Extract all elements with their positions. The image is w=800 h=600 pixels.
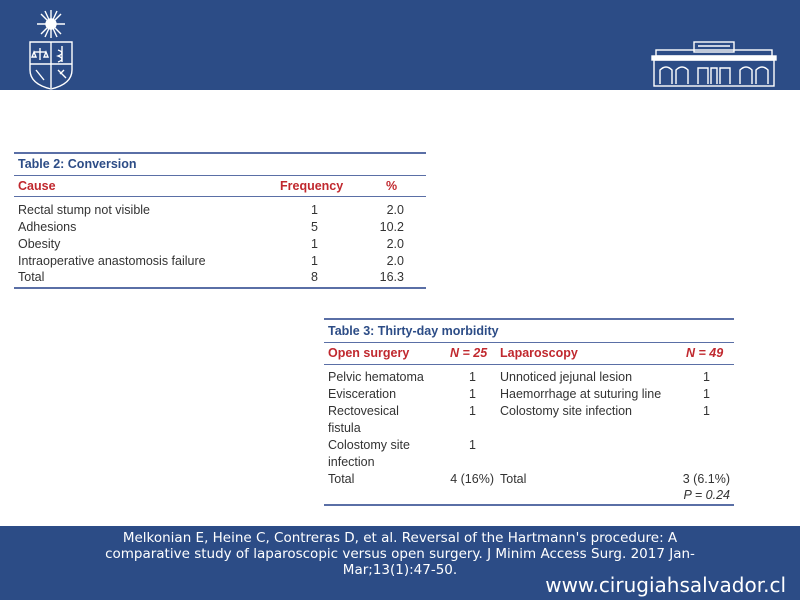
table-row-cause: Obesity bbox=[18, 237, 61, 251]
list-item-open-label-line1: Colostomy site bbox=[328, 438, 410, 452]
table-row-percent: 10.2 bbox=[379, 220, 404, 234]
table-row-percent: 2.0 bbox=[386, 254, 404, 268]
citation bbox=[80, 530, 720, 578]
table-row-frequency: 5 bbox=[311, 220, 318, 234]
table-row-cause: Adhesions bbox=[18, 220, 77, 234]
list-item-open-value: 1 bbox=[469, 370, 476, 384]
website-url: www.cirugiahsalvador.cl bbox=[545, 573, 786, 597]
list-item-open-label: Pelvic hematoma bbox=[328, 370, 424, 384]
list-item-open-label-line2: fistula bbox=[328, 421, 361, 435]
list-item-open-value: 1 bbox=[469, 404, 476, 418]
list-item-open-value: 1 bbox=[469, 438, 476, 452]
table-row-frequency: 1 bbox=[311, 203, 318, 217]
list-item-lap-value: 1 bbox=[703, 404, 710, 418]
table2-col-frequency: Frequency bbox=[280, 179, 344, 193]
citation-line-3: Mar;13(1):47-50. bbox=[342, 562, 458, 578]
table3-title: Table 3: Thirty-day morbidity bbox=[328, 324, 499, 338]
list-item-open-value: 1 bbox=[469, 387, 476, 401]
table-row-cause: Rectal stump not visible bbox=[18, 203, 151, 217]
table-row-cause: Intraoperative anastomosis failure bbox=[18, 254, 206, 268]
table2-title-rule bbox=[14, 175, 426, 176]
table-row-frequency: 1 bbox=[311, 254, 318, 268]
building-facade-icon bbox=[650, 38, 778, 88]
table-row-cause: Total bbox=[18, 270, 45, 284]
list-item-lap-total-value: 3 (6.1%) bbox=[682, 472, 730, 486]
list-item-lap-label: Unnoticed jejunal lesion bbox=[500, 370, 633, 384]
list-item-open-total-value: 4 (16%) bbox=[450, 472, 494, 486]
table3-top-rule bbox=[324, 318, 734, 320]
table3-title-rule bbox=[324, 342, 734, 343]
university-crest-icon bbox=[24, 8, 78, 90]
table2-title: Table 2: Conversion bbox=[18, 157, 137, 171]
list-item-lap-value: 1 bbox=[703, 387, 710, 401]
list-item-open-label: Evisceration bbox=[328, 387, 397, 401]
table3-col-lap: Laparoscopy bbox=[500, 346, 578, 360]
table2-header-rule bbox=[14, 196, 426, 197]
table3-col-open-n: N = 25 bbox=[450, 346, 488, 360]
list-item-open-label-line1: Rectovesical bbox=[328, 404, 399, 418]
list-item-lap-value: 1 bbox=[703, 370, 710, 384]
citation-line-1: Melkonian E, Heine C, Contreras D, et al. Reversal of the Hartmann's procedure: A bbox=[122, 530, 678, 546]
morbidity-table bbox=[320, 314, 742, 508]
table2-col-percent: % bbox=[386, 179, 398, 193]
list-item-lap-label: Haemorrhage at suturing line bbox=[500, 387, 662, 401]
conversion-table bbox=[8, 146, 432, 300]
table3-col-lap-n: N = 49 bbox=[686, 346, 724, 360]
table-row-percent: 16.3 bbox=[379, 270, 404, 284]
table3-col-open: Open surgery bbox=[328, 346, 410, 360]
list-item-open-total-label: Total bbox=[328, 472, 355, 486]
table-row-frequency: 8 bbox=[311, 270, 318, 284]
table3-bottom-rule bbox=[324, 504, 734, 506]
list-item-lap-total-label: Total bbox=[500, 472, 527, 486]
table-row-percent: 2.0 bbox=[386, 203, 404, 217]
table-row-percent: 2.0 bbox=[386, 237, 404, 251]
p-value: P = 0.24 bbox=[683, 488, 730, 502]
citation-line-2: comparative study of laparoscopic versus open surgery. J Minim Access Surg. 2017 Jan- bbox=[105, 546, 695, 562]
list-item-open-label-line2: infection bbox=[328, 455, 375, 469]
list-item-lap-label: Colostomy site infection bbox=[500, 404, 633, 418]
table2-bottom-rule bbox=[14, 287, 426, 289]
table3-header-rule bbox=[324, 364, 734, 365]
table2-col-cause: Cause bbox=[18, 179, 56, 193]
table-row-frequency: 1 bbox=[311, 237, 318, 251]
table2-top-rule bbox=[14, 152, 426, 154]
